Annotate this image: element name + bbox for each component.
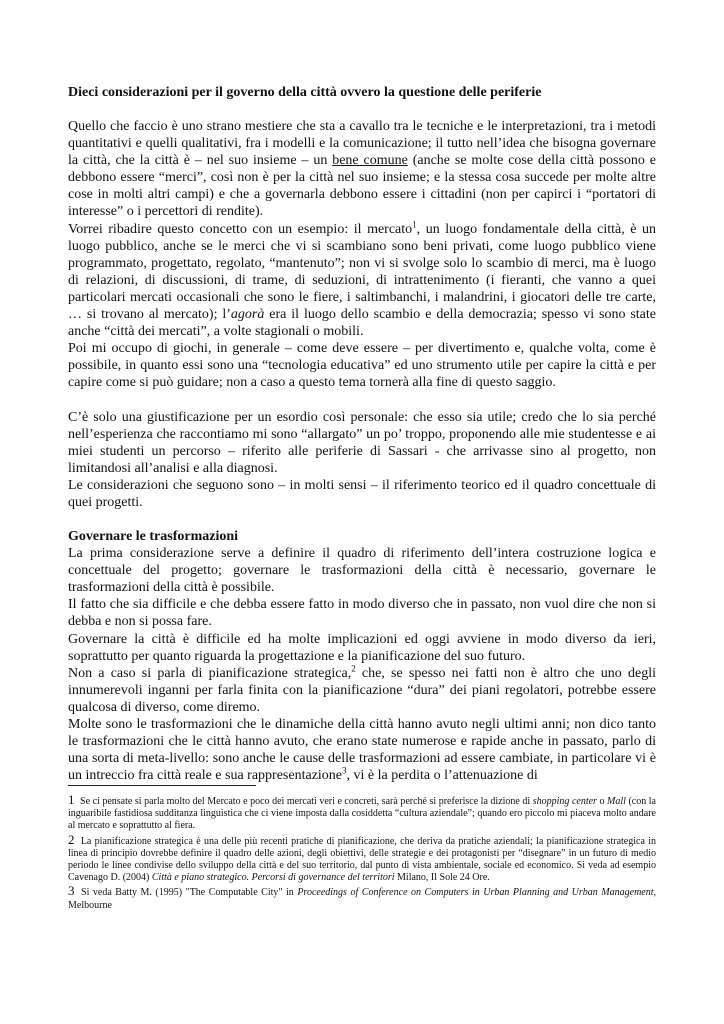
- text-run: Molte sono le trasformazioni che le dinamiche della città hanno avuto negli ultimi anni; non dico tanto le trasformazioni che le città hanno avuto, che erano state numerose e rapide anche in passato, parlo di una sorta di meta-livello: sono anche le cause delle trasformazioni ad essere cambiate, in particolare vi è un intreccio fra città reale e sua rappresentazione: [68, 717, 656, 784]
- footnote-ref[interactable]: 1: [412, 218, 417, 229]
- text-run: Vorrei ribadire questo concetto con un esempio: il mercato: [68, 221, 413, 237]
- italic-term: shopping center: [532, 796, 597, 807]
- spacer: [68, 511, 656, 528]
- text-run: Quello che faccio è uno strano mestiere che sta a cavallo tra le tecniche e le interpretazioni, tra i metodi quantitativi e quelli qualitativi, fra i modelli e la comunicazione; il tutto nell’idea che bisogna governare la città, che la città è – nel suo insieme – un: [68, 119, 656, 169]
- section-paragraph-2: Il fatto che sia difficile e che debba essere fatto in modo diverso che in passato, non vuol dire che non si debba e non si possa fare.: [68, 597, 656, 630]
- italic-term: Mall: [607, 796, 626, 807]
- footnotes: [68, 794, 656, 913]
- footnote-ref[interactable]: 2: [351, 663, 356, 674]
- text-run: La pianificazione strategica è una delle più recenti pratiche di pianificazione, che deriva da pratiche aziendali; la pianificazione strategica in linea di principio dovrebbe definire il quadro delle azioni, degli obiettivi, delle strategie e dei protagonisti per “disegnare” in un futuro di medio periodo le linee condivise dello sviluppo della città e del suo territorio, dal punto di vista ambientale, sociale ed economico. Si veda ad esempio Cavenago D. (2004): [68, 835, 656, 884]
- text-run: (anche se molte cose della città possono e debbono essere “merci”, così non è per la città nel suo insieme; e la stessa cosa succede per molte altre cose in molti altri campi) e che a governarla debbono essere i cittadini (non per capirci i “portatori di interesse” o i percettori di rendite).: [68, 153, 657, 220]
- intro-paragraph-1: [68, 118, 656, 221]
- text-run: , Melbourne: [68, 887, 657, 911]
- section-heading: Governare le trasformazioni: [68, 529, 239, 545]
- footnote-separator: [68, 785, 256, 786]
- spacer: [68, 392, 656, 409]
- underlined-term: bene comune: [332, 153, 408, 169]
- text-run: , vi è la perdita o l’attenuazione di: [346, 768, 538, 784]
- intro-paragraph-2: [68, 218, 657, 341]
- section-paragraph-1: La prima considerazione serve a definire il quadro di riferimento dell’intera costruzione logica e concettuale del progetto; governare le trasformazioni della città è necessario, governare le trasformazioni della città è possibile.: [68, 546, 656, 596]
- text-run: Si veda Batty M. (1995) "The Computable City" in: [77, 887, 298, 899]
- section-paragraph-5: [68, 716, 656, 784]
- text-run: era il luogo dello scambio e della democrazia; spesso vi sono state anche “città dei mercati”, a volte stagionali o mobili.: [68, 307, 656, 340]
- text-run: (con la inguaribile fastidiosa sudditanza linguistica che ci viene imposta dalla cosiddetta “cultura aziendale”; quando ero piccolo mi piaceva molto andare al mercato e soprattutto al fiera.: [68, 796, 656, 832]
- intro-paragraph-4: C’è solo una giustificazione per un esordio così personale: che esso sia utile; credo che lo sia perché nell’esperienza che raccontiamo mi sono “allargato” un po’ troppo, proponendo alle mie studentesse e ai miei studenti un percorso – riferito alle periferie di Sassari - che arrivasse sino al progetto, non limitandosi all’analisi e alla diagnosi.: [68, 409, 656, 476]
- footnote-2: [68, 831, 656, 885]
- footnote-1: [68, 794, 656, 833]
- footnote-number: 3: [68, 883, 75, 899]
- text-run: Se ci pensate si parla molto del Mercato e poco dei mercati veri e concreti, sarà perché si preferisce la dizione di: [77, 796, 533, 807]
- intro-paragraph-3: Poi mi occupo di giochi, in generale – come deve essere – per divertimento e, qualche volta, come è possibile, in quanto essi sono una “tecnologia educativa” ed uno strumento utile per capire la città e per capire come si può guidare; non a caso a questo tema tornerà alla fine di questo saggio.: [68, 341, 656, 391]
- footnote-number: 1: [68, 792, 75, 807]
- text-run: , un luogo fondamentale della città, è un luogo pubblico, anche se le merci che vi si scambiano sono beni privati, come luogo pubblico viene programmato, progettato, regolato, “mantenuto”; non vi si svolge solo lo scambio di merci, ma è luogo di relazioni, di discussioni, di trame, di seduzioni, di intrattenimento (i fieranti, che vanno a quei particolari mercati occasionali che sono le fiere, i saltimbanchi, i malandrini, i giocatori delle tre carte, … si trovano al mercato); l’: [68, 221, 657, 323]
- text-run: o: [596, 796, 608, 807]
- main-text: [68, 84, 656, 784]
- italic-term: Proceedings of Conference on Computers in Urban Planning and Urban Management: [297, 887, 654, 899]
- text-run: Non a caso si parla di pianificazione strategica,: [68, 665, 352, 681]
- italic-term: agorà: [230, 307, 265, 323]
- footnote-number: 2: [68, 831, 75, 847]
- intro-paragraph-5: Le considerazioni che seguono sono – in molti sensi – il riferimento teorico ed il quadro concettuale di quei progetti.: [68, 477, 656, 510]
- section-paragraph-3: Governare la città è difficile ed ha molte implicazioni ed oggi avviene in modo diverso da ieri, soprattutto per quanto riguarda la progettazione e la pianificazione del suo futuro.: [68, 631, 656, 664]
- footnote-3: [68, 885, 656, 911]
- footnote-ref[interactable]: 3: [342, 765, 347, 776]
- italic-term: Città e piano strategico. Percorsi di governance del territori: [151, 872, 395, 884]
- document-title: Dieci considerazioni per il governo della città ovvero la questione delle periferie: [68, 85, 542, 100]
- text-run: che, se spesso nei fatti non è altro che uno degli innumerevoli inganni per farla finita con la pianificazione “dura” dei piani regolatori, potrebbe essere qualcosa di diverso, come diremo.: [68, 665, 656, 715]
- section-paragraph-4: [68, 665, 656, 716]
- text-run: Milano, Il Sole 24 Ore.: [394, 872, 490, 884]
